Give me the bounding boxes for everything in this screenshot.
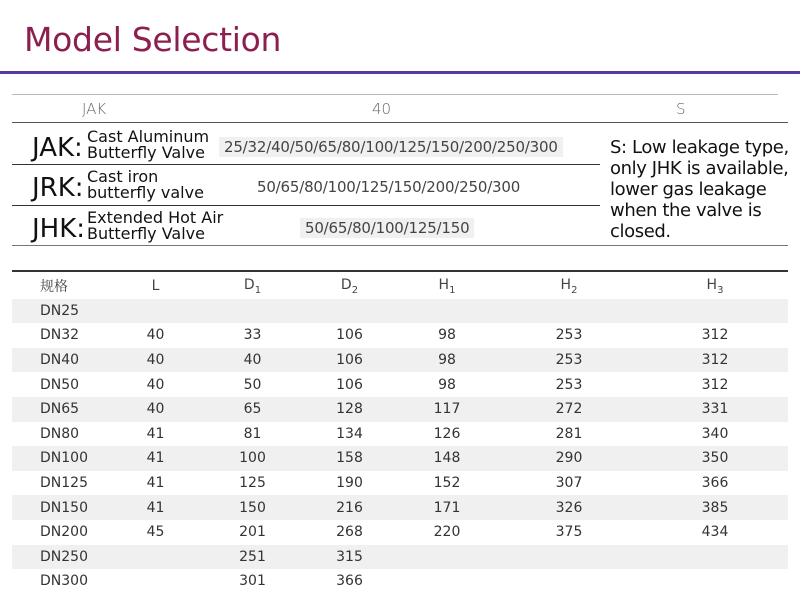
header-spec <box>12 274 107 299</box>
leakage-note-line: S: Low leakage type, <box>610 137 789 158</box>
model-sizes: 50/65/80/100/125/150/200/250/300 <box>257 178 521 196</box>
table-cell: 301 <box>239 573 266 590</box>
table-cell: 220 <box>433 524 461 541</box>
spec-cell: DN200 <box>40 524 88 541</box>
page-title: Model Selection <box>24 20 282 59</box>
model-code: JHK: <box>32 214 86 244</box>
table-cell: 434 <box>701 524 729 541</box>
table-cell: 98 <box>398 348 496 373</box>
model-description-line: Butterfly Valve <box>87 143 205 162</box>
model-sizes: 25/32/40/50/65/80/100/125/150/200/250/300 <box>219 137 563 157</box>
table-cell: 50 <box>243 376 262 393</box>
header-h2 <box>496 274 642 299</box>
table-cell: 171 <box>398 495 496 520</box>
table-cell: 281 <box>555 425 583 442</box>
table-row <box>12 422 788 447</box>
table-cell: 253 <box>496 348 642 373</box>
model-code-header <box>12 94 778 123</box>
table-cell <box>496 299 642 324</box>
header-subscript: 2 <box>571 284 578 296</box>
table-cell: 375 <box>555 524 583 541</box>
spec-cell: DN250 <box>12 545 107 570</box>
table-cell: 126 <box>433 425 461 442</box>
spec-cell: DN100 <box>12 446 107 471</box>
spec-cell: DN150 <box>12 495 107 520</box>
table-row <box>12 446 788 471</box>
table-row <box>12 323 788 348</box>
spec-cell: DN300 <box>40 573 88 590</box>
table-cell: 65 <box>204 397 301 422</box>
table-cell <box>398 545 496 570</box>
table-cell: 148 <box>398 446 496 471</box>
table-cell: 340 <box>701 425 729 442</box>
table-cell: 385 <box>642 495 788 520</box>
table-cell: 253 <box>555 376 583 393</box>
row-divider <box>12 164 600 165</box>
table-cell: 40 <box>146 376 165 393</box>
leakage-note-line: lower gas leakage <box>610 179 767 200</box>
table-cell: 312 <box>701 376 729 393</box>
header-label: D <box>340 276 352 293</box>
header-label: H <box>560 276 572 293</box>
title-divider <box>0 71 800 74</box>
header-label: 规格 <box>40 279 68 296</box>
table-cell: 81 <box>243 425 262 442</box>
table-cell: 190 <box>336 475 363 492</box>
table-cell <box>398 299 496 324</box>
table-cell: 125 <box>239 475 266 492</box>
table-cell: 98 <box>438 327 456 344</box>
model-description-line: Extended Hot Air <box>87 208 224 227</box>
leakage-note-line: when the valve is <box>610 200 762 221</box>
table-cell: 40 <box>146 327 165 344</box>
leakage-note-line: only JHK is available, <box>610 158 789 179</box>
table-cell: 366 <box>336 573 363 590</box>
table-cell: 33 <box>243 327 262 344</box>
model-code: JRK: <box>32 173 84 203</box>
table-cell: 350 <box>642 446 788 471</box>
table-cell: 315 <box>301 545 398 570</box>
header-label: H <box>706 276 718 293</box>
table-cell: 40 <box>107 348 204 373</box>
table-cell <box>301 299 398 324</box>
table-row <box>12 397 788 422</box>
table-cell: 290 <box>496 446 642 471</box>
header-h1 <box>398 274 496 299</box>
table-cell: 272 <box>496 397 642 422</box>
table-cell: 201 <box>239 524 266 541</box>
table-cell: 134 <box>336 425 363 442</box>
model-row-jak <box>12 126 602 164</box>
table-cell: 326 <box>496 495 642 520</box>
table-top-rule <box>12 270 788 272</box>
header-label: D <box>243 276 255 293</box>
table-cell: 117 <box>398 397 496 422</box>
table-cell <box>107 299 204 324</box>
table-header-row <box>12 274 788 299</box>
table-cell: 41 <box>107 446 204 471</box>
model-header-leakage: S <box>676 100 686 118</box>
table-cell: 253 <box>555 327 583 344</box>
spec-cell: DN65 <box>12 397 107 422</box>
table-cell: 158 <box>301 446 398 471</box>
table-cell: 331 <box>642 397 788 422</box>
table-cell <box>398 569 496 594</box>
table-cell: 312 <box>701 327 729 344</box>
row-divider <box>12 205 600 206</box>
spec-cell: DN80 <box>40 425 80 442</box>
header-subscript: 2 <box>351 284 359 296</box>
table-cell: 312 <box>642 348 788 373</box>
table-cell <box>496 545 642 570</box>
table-cell <box>204 299 301 324</box>
table-cell: 152 <box>433 475 461 492</box>
header-subscript: 1 <box>449 284 456 296</box>
model-sizes: 50/65/80/100/125/150 <box>300 218 474 238</box>
table-row <box>12 471 788 496</box>
table-cell: 98 <box>438 376 456 393</box>
model-description <box>87 129 227 161</box>
table-cell: 150 <box>204 495 301 520</box>
model-row-jhk <box>12 207 602 245</box>
table-row <box>12 299 788 324</box>
table-cell: 307 <box>555 475 583 492</box>
table-cell: 106 <box>336 327 363 344</box>
table-cell: 251 <box>204 545 301 570</box>
table-row <box>12 348 788 373</box>
table-cell <box>642 299 788 324</box>
model-header-size: 40 <box>372 100 392 118</box>
model-row-jrk <box>12 166 602 204</box>
model-code: JAK: <box>32 133 83 163</box>
table-cell <box>107 545 204 570</box>
spec-cell: DN40 <box>12 348 107 373</box>
table-cell: 106 <box>336 376 363 393</box>
table-cell: 128 <box>301 397 398 422</box>
model-header-type: JAK <box>82 100 107 118</box>
model-description <box>87 210 227 242</box>
header-divider <box>12 122 788 123</box>
spec-cell: DN25 <box>12 299 107 324</box>
table-cell: 41 <box>107 495 204 520</box>
leakage-note <box>610 137 800 242</box>
header-d1 <box>204 274 301 299</box>
header-subscript: 1 <box>254 284 262 296</box>
table-cell: 216 <box>301 495 398 520</box>
table-cell: 41 <box>146 475 165 492</box>
table-cell: 100 <box>204 446 301 471</box>
table-row <box>12 495 788 520</box>
table-cell <box>642 545 788 570</box>
header-subscript: 3 <box>717 284 724 296</box>
header-label: L <box>151 278 160 295</box>
table-row <box>12 569 788 594</box>
dimensions-table <box>12 274 788 594</box>
table-cell: 268 <box>336 524 363 541</box>
leakage-note-line: closed. <box>610 221 671 242</box>
table-cell <box>496 569 642 594</box>
section-divider <box>12 245 788 246</box>
table-cell: 45 <box>146 524 165 541</box>
model-description-line: Cast iron <box>87 167 159 186</box>
table-cell: 106 <box>301 348 398 373</box>
table-row <box>12 372 788 397</box>
table-cell: 41 <box>146 425 165 442</box>
header-d2 <box>301 274 398 299</box>
table-cell: 40 <box>107 397 204 422</box>
spec-cell: DN125 <box>40 475 88 492</box>
model-description <box>87 169 227 201</box>
table-cell <box>642 569 788 594</box>
model-description-line: butterfly valve <box>87 183 204 202</box>
model-description-line: Butterfly Valve <box>87 224 205 243</box>
spec-cell: DN50 <box>40 376 80 393</box>
table-cell: 366 <box>701 475 729 492</box>
header-h3 <box>642 274 788 299</box>
model-description-line: Cast Aluminum <box>87 127 210 146</box>
header-label: H <box>438 276 450 293</box>
table-body <box>12 299 788 594</box>
table-row <box>12 520 788 545</box>
spec-cell: DN32 <box>40 327 80 344</box>
table-cell <box>107 569 204 594</box>
header-l <box>107 274 204 299</box>
table-row <box>12 545 788 570</box>
table-cell: 40 <box>204 348 301 373</box>
